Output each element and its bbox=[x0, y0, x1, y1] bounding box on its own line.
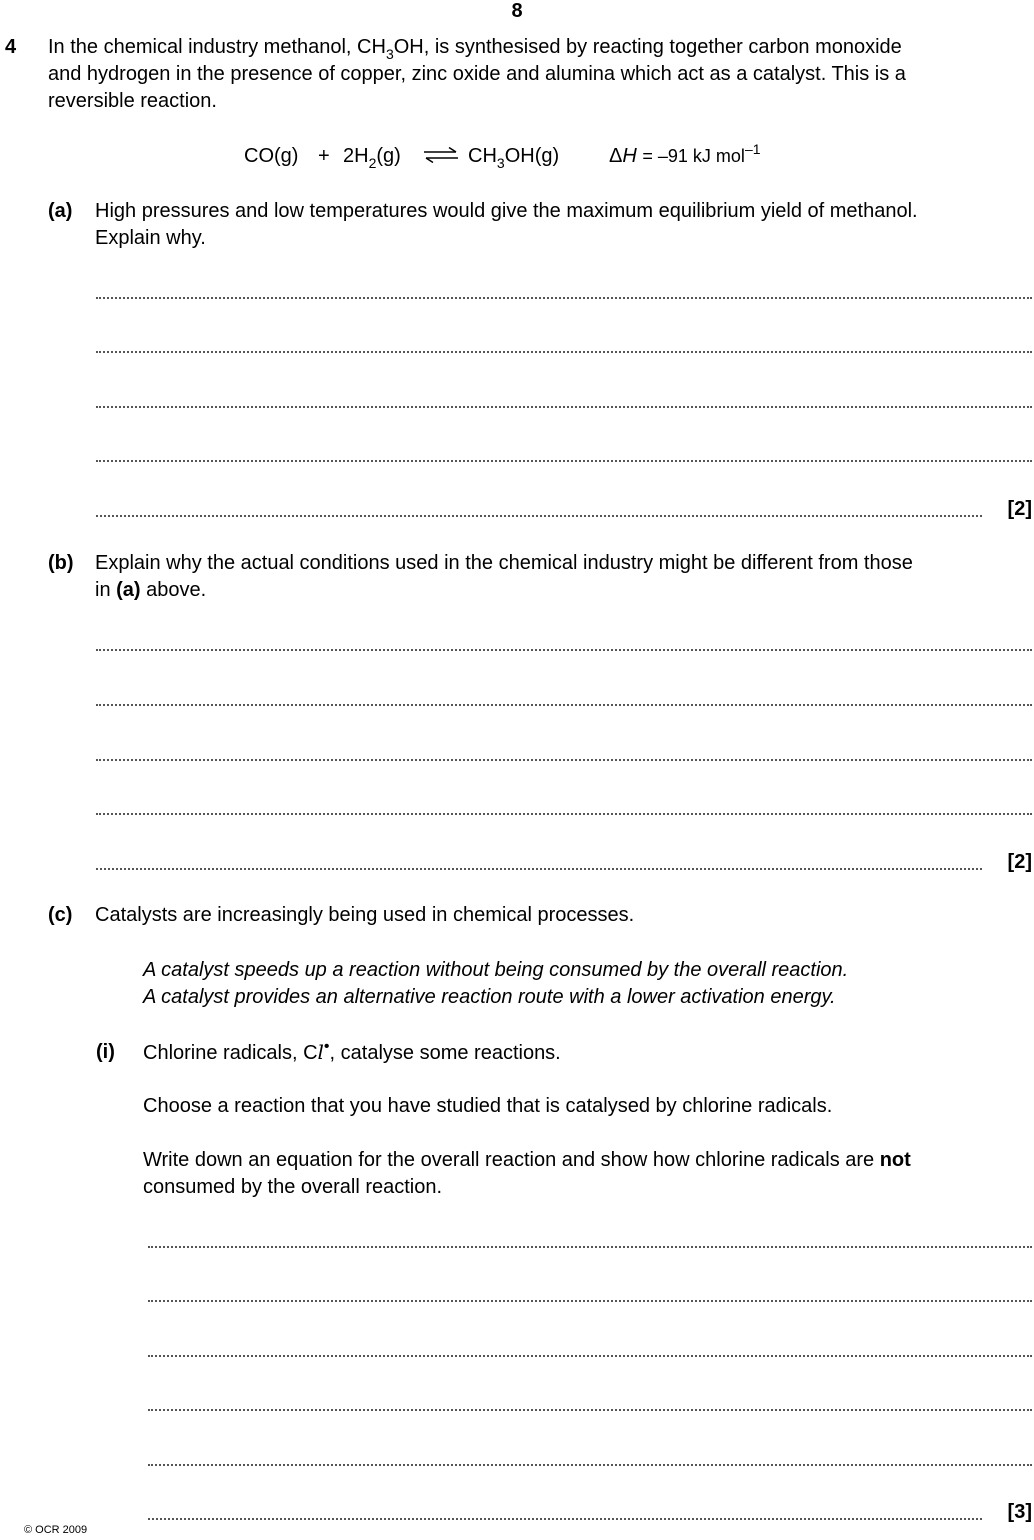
marks-a: [2] bbox=[1007, 498, 1032, 520]
equation-plus: + bbox=[318, 145, 330, 167]
part-b-label: (b) bbox=[48, 552, 74, 574]
answer-line[interactable] bbox=[148, 1354, 1032, 1357]
part-a-label: (a) bbox=[48, 200, 73, 222]
answer-line[interactable] bbox=[96, 405, 1032, 408]
answer-line[interactable] bbox=[96, 459, 1032, 462]
part-b-text bbox=[95, 550, 1033, 604]
part-c-i-instructions bbox=[143, 1147, 1033, 1201]
part-b-line-1: Explain why the actual conditions used in the chemical industry might be different from those bbox=[95, 552, 913, 574]
answer-line[interactable] bbox=[148, 1408, 1032, 1411]
answer-line[interactable] bbox=[96, 648, 1032, 651]
marks-c-i: [3] bbox=[1007, 1501, 1032, 1523]
answer-line[interactable] bbox=[96, 350, 1032, 353]
answer-line[interactable] bbox=[148, 1299, 1032, 1302]
enthalpy-change: ΔH = –91 kJ mol$^{-1}$ bbox=[609, 141, 761, 167]
stem-line-3: reversible reaction. bbox=[48, 90, 217, 112]
part-c-intro: Catalysts are increasingly being used in chemical processes. bbox=[95, 904, 635, 926]
copyright-footer: © OCR 2009 bbox=[24, 1524, 88, 1536]
equilibrium-arrow-icon bbox=[422, 147, 460, 163]
catalyst-statement-2: A catalyst provides an alternative reaction route with a lower activation energy. bbox=[143, 986, 836, 1008]
question-stem bbox=[48, 34, 1033, 115]
part-c-i-line-3: Write down an equation for the overall reaction and show how chlorine radicals are not bbox=[143, 1149, 911, 1171]
part-b-line-2: in (a) above. bbox=[95, 579, 207, 601]
stem-line-1: In the chemical industry methanol, $CH_3OH$, is synthesised by reacting together carbon monoxide bbox=[48, 36, 902, 62]
part-c-i-label: (i) bbox=[96, 1041, 115, 1063]
equation-rhs: $CH_3OH(g)$ bbox=[468, 145, 560, 171]
answer-line[interactable] bbox=[96, 514, 982, 517]
answer-line[interactable] bbox=[148, 1463, 1032, 1466]
part-a-text bbox=[95, 198, 1033, 252]
part-a-line-2: Explain why. bbox=[95, 227, 206, 249]
part-c-i-line-2: Choose a reaction that you have studied that is catalysed by chlorine radicals. bbox=[143, 1095, 833, 1117]
page-number: 8 bbox=[511, 0, 523, 22]
answer-line[interactable] bbox=[148, 1517, 982, 1520]
equation-lhs1: CO(g) bbox=[244, 145, 299, 167]
part-c-i-line-1: Chlorine radicals, Cl•, catalyse some reactions. bbox=[143, 1038, 561, 1064]
answer-line[interactable] bbox=[96, 703, 1032, 706]
answer-line[interactable] bbox=[96, 758, 1032, 761]
question-number: 4 bbox=[5, 36, 17, 58]
stem-line-2: and hydrogen in the presence of copper, zinc oxide and alumina which act as a catalyst. This is a bbox=[48, 63, 906, 85]
part-a-line-1: High pressures and low temperatures would give the maximum equilibrium yield of methanol. bbox=[95, 200, 918, 222]
equation-lhs2: $2H_2(g)$ bbox=[343, 145, 401, 171]
answer-line[interactable] bbox=[96, 867, 982, 870]
part-c-label: (c) bbox=[48, 904, 73, 926]
answer-line[interactable] bbox=[96, 812, 1032, 815]
answer-line[interactable] bbox=[96, 296, 1032, 299]
marks-b: [2] bbox=[1007, 851, 1032, 873]
answer-line[interactable] bbox=[148, 1245, 1032, 1248]
catalyst-statement-1: A catalyst speeds up a reaction without being consumed by the overall reaction. bbox=[143, 959, 849, 981]
part-c-i-line-4: consumed by the overall reaction. bbox=[143, 1176, 443, 1198]
